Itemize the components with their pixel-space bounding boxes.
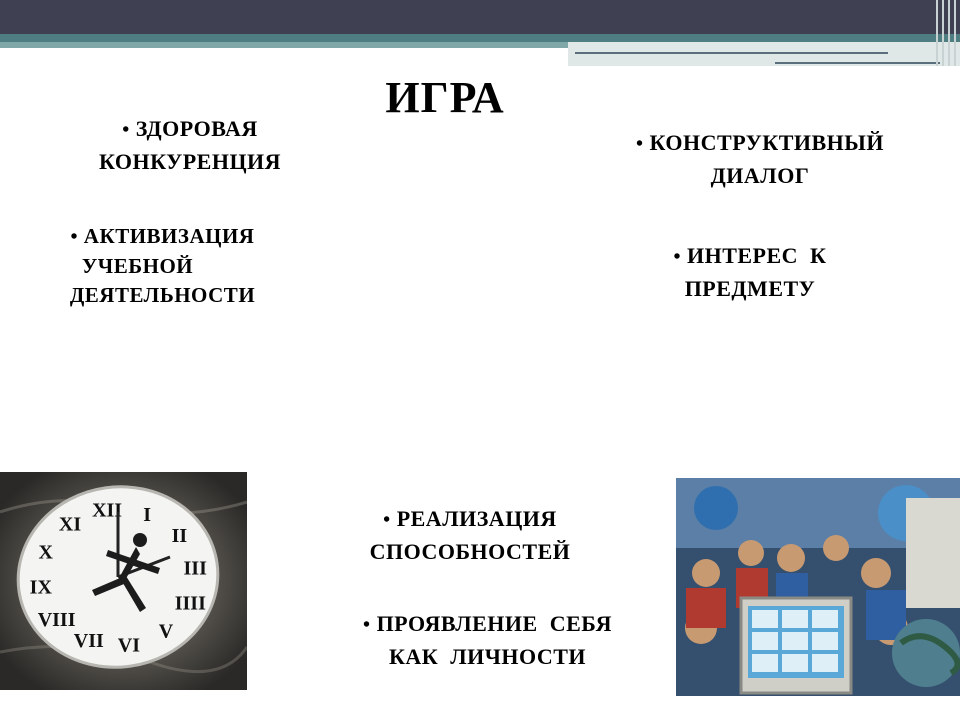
header-vertical-bars	[932, 0, 960, 66]
bullet-marker: •	[70, 226, 79, 248]
clock-numeral: X	[38, 541, 53, 564]
clock-numeral: I	[143, 503, 152, 526]
clock-numeral: III	[183, 557, 207, 580]
clock-illustration	[0, 472, 247, 690]
bullet-text-line2: ПРЕДМЕТУ	[684, 276, 816, 301]
bullet-interest	[640, 240, 860, 304]
bullet-marker: •	[636, 133, 644, 155]
bullet-marker: •	[122, 119, 130, 141]
bullet-healthy-competition	[70, 113, 310, 177]
classroom-illustration	[676, 478, 960, 696]
clock-numeral: XII	[92, 499, 123, 522]
clock-runner-image	[0, 472, 247, 690]
bullet-text-line1: ПРОЯВЛЕНИЕ СЕБЯ	[376, 611, 612, 636]
bullet-realization	[335, 503, 605, 567]
header-stripe-light	[0, 42, 568, 48]
bullet-text-line1: КОНСТРУКТИВНЫЙ	[649, 130, 884, 155]
bullet-text-line1: ИНТЕРЕС К	[686, 243, 827, 268]
clock-numeral: XI	[58, 513, 82, 536]
bullet-marker: •	[673, 246, 681, 268]
header-line	[575, 52, 888, 54]
clock-numeral: IIII	[174, 592, 206, 615]
clock-numeral: VII	[73, 630, 104, 653]
slide-title: ИГРА	[385, 73, 505, 122]
bullet-text-line1: АКТИВИЗАЦИЯ	[83, 224, 255, 248]
bullet-text-line2: УЧЕБНОЙ	[81, 254, 194, 278]
bullet-text-line2: КОНКУРЕНЦИЯ	[98, 149, 282, 174]
clock-numeral: II	[171, 525, 188, 548]
clock-numeral: VIII	[37, 608, 76, 631]
clock-numeral: V	[158, 620, 174, 643]
bullet-dialogue	[600, 127, 920, 191]
bullet-text-line1: РЕАЛИЗАЦИЯ	[396, 506, 557, 531]
bullet-text-line2: ДИАЛОГ	[710, 163, 810, 188]
header-stripe-teal	[0, 34, 960, 42]
bullet-self-expression	[320, 608, 655, 672]
bullet-marker: •	[363, 614, 371, 636]
bullet-marker: •	[383, 509, 391, 531]
header-line-short	[775, 62, 940, 64]
bullet-text-line2: КАК ЛИЧНОСТИ	[388, 644, 587, 669]
bullet-text-line3: ДЕЯТЕЛЬНОСТИ	[69, 283, 256, 307]
bullet-activation	[45, 222, 280, 310]
clock-numeral: VI	[117, 634, 141, 657]
classroom-students-image	[676, 478, 960, 696]
bullet-text-line2: СПОСОБНОСТЕЙ	[369, 539, 571, 564]
bullet-text-line1: ЗДОРОВАЯ	[135, 116, 258, 141]
clock-numeral: IX	[29, 576, 52, 599]
